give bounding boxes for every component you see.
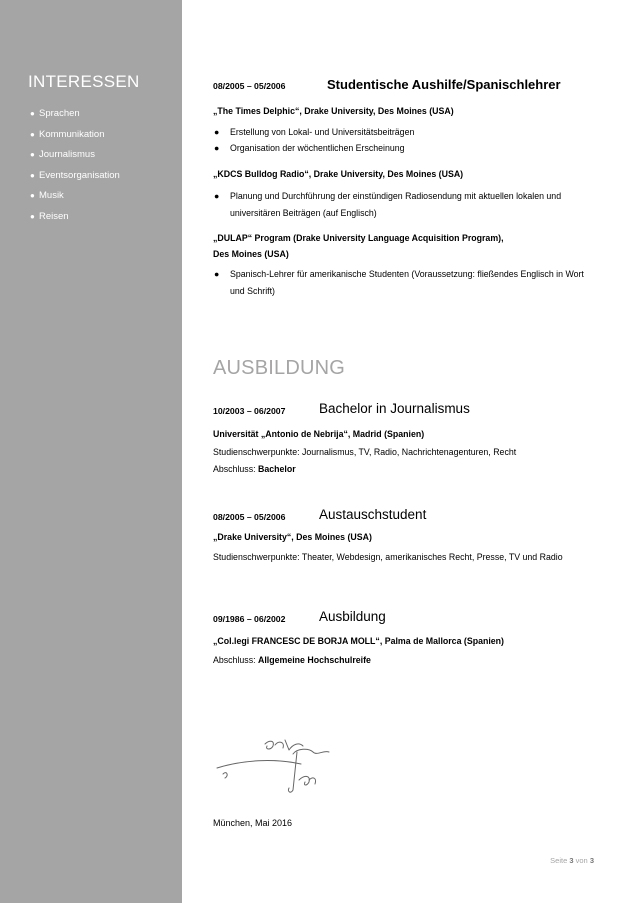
list-item: ● Spanisch-Lehrer für amerikanische Studenten (Voraussetzung: fließendes Englisch in Wort und Schrift) [213, 266, 593, 299]
bullet-icon: ● [214, 143, 220, 153]
study-details: Studienschwerpunkte: Journalismus, TV, Radio, Nachrichtenagenturen, Recht [213, 447, 517, 457]
bullet-icon: ● [30, 129, 35, 139]
education-title: Austauschstudent [319, 507, 427, 522]
bullet-icon: ● [30, 211, 35, 221]
education-date: 09/1986 – 06/2002 [213, 614, 286, 624]
org-heading: „DULAP“ Program (Drake University Language Acquisition Program), [213, 233, 504, 243]
page-number: Seite 3 von 3 [550, 856, 594, 865]
education-date: 08/2005 – 05/2006 [213, 512, 286, 522]
experience-date: 08/2005 – 05/2006 [213, 81, 286, 91]
org-heading: „KDCS Bulldog Radio“, Drake University, Des Moines (USA) [213, 169, 464, 179]
education-title: Ausbildung [319, 609, 386, 624]
education-title: Bachelor in Journalismus [319, 401, 470, 416]
degree-line: Abschluss: Bachelor [213, 464, 296, 474]
bullet-icon: ● [214, 191, 220, 201]
list-item: ● Planung und Durchführung der einstündigen Radiosendung mit aktuellen lokalen und universitären Beiträgen (auf Englisch) [213, 188, 593, 221]
interest-item: ● Musik [30, 190, 120, 211]
section-title: AUSBILDUNG [213, 357, 346, 379]
bullet-icon: ● [214, 127, 220, 137]
bullet-icon: ● [30, 109, 35, 118]
school-name: „Col.legi FRANCESC DE BORJA MOLL“, Palma de Mallorca (Spanien) [213, 636, 504, 646]
interests-list [30, 108, 120, 232]
signature-image [213, 730, 353, 800]
interest-item: ● Kommunikation [30, 129, 120, 150]
interest-item: ● Sprachen [30, 108, 120, 129]
school-name: Universität „Antonio de Nebrija“, Madrid (Spanien) [213, 429, 425, 439]
interest-item: ● Reisen [30, 211, 120, 232]
study-details: Studienschwerpunkte: Theater, Webdesign, amerikanisches Recht, Presse, TV und Radio [213, 552, 563, 562]
sidebar-title: INTERESSEN [28, 72, 140, 91]
degree-line: Abschluss: Allgemeine Hochschulreife [213, 655, 371, 665]
place-date: München, Mai 2016 [213, 818, 293, 828]
org-heading-cont: Des Moines (USA) [213, 249, 289, 259]
experience-title: Studentische Aushilfe/Spanischlehrer [327, 77, 561, 92]
list-item: ● Erstellung von Lokal- und Universitätsbeiträgen [213, 124, 593, 141]
school-name: „Drake University“, Des Moines (USA) [213, 532, 372, 542]
org-heading: „The Times Delphic“, Drake University, Des Moines (USA) [213, 106, 454, 116]
bullet-icon: ● [30, 150, 35, 160]
bullet-icon: ● [30, 170, 35, 180]
sidebar [0, 0, 182, 903]
bullet-icon: ● [30, 191, 35, 201]
bullet-icon: ● [214, 269, 220, 279]
interest-item: ● Journalismus [30, 149, 120, 170]
education-date: 10/2003 – 06/2007 [213, 406, 286, 416]
list-item: ● Organisation der wöchentlichen Erscheinung [213, 140, 593, 157]
interest-item: ● Eventsorganisation [30, 170, 120, 191]
